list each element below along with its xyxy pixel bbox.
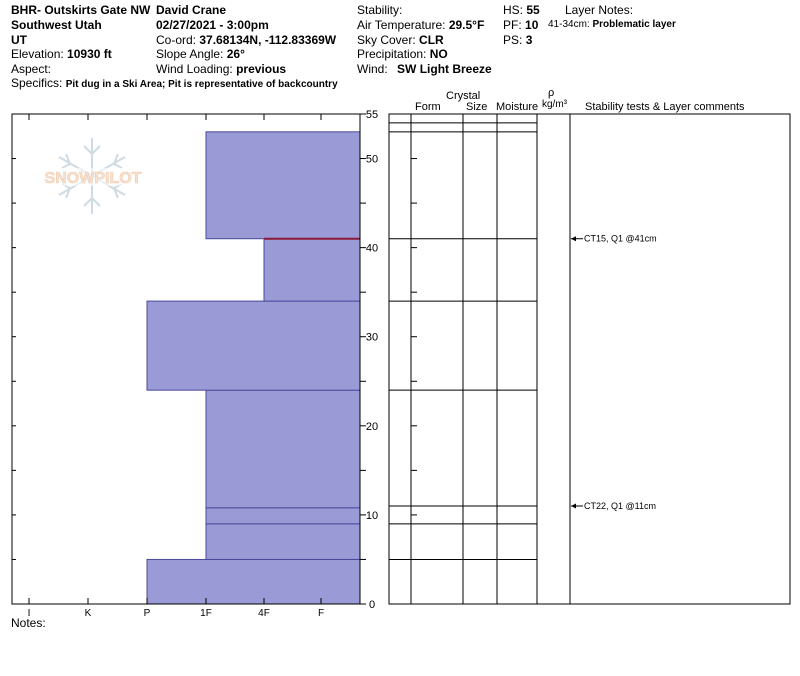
hardness-bar [264, 239, 360, 301]
y-tick-label: 20 [365, 420, 379, 433]
pf-label: PF: [503, 18, 522, 32]
hardness-bar [206, 508, 360, 524]
y-tick-label: 55 [365, 109, 379, 121]
coord-label: Co-ord: [156, 33, 197, 47]
hs-value: 55 [526, 3, 540, 17]
x-tick-label: 4F [258, 608, 270, 619]
y-tick-label: 50 [365, 153, 379, 166]
notes-label: Notes: [11, 616, 46, 630]
aspect-label: Aspect: [11, 62, 52, 76]
sky-value: CLR [419, 33, 444, 47]
wind-label: Wind: [357, 62, 388, 76]
slope-value: 26° [226, 47, 245, 61]
col-crystal: Crystal [446, 90, 481, 102]
pit-region: Southwest Utah [11, 18, 102, 32]
coord-value: 37.68134N, -112.83369W [199, 33, 337, 47]
slope-label: Slope Angle: [156, 47, 224, 61]
stability-arrow-head [571, 236, 576, 241]
x-tick-label: F [317, 608, 325, 619]
layer-table-frame [389, 114, 790, 604]
y-tick-label: 30 [365, 331, 379, 344]
hardness-bar [147, 559, 360, 604]
layer-note-range: 41-34cm: [548, 19, 590, 30]
hardness-bar [147, 301, 360, 390]
layer-note-text: Problematic layer [592, 19, 676, 30]
observer: David Crane [156, 3, 227, 17]
pf-value: 10 [525, 18, 539, 32]
stability-label: Stability: [357, 3, 403, 17]
hs-label: HS: [503, 3, 524, 17]
sky-label: Sky Cover: [357, 33, 416, 47]
hardness-bar [206, 524, 360, 560]
air-temp-value: 29.5°F [448, 18, 485, 32]
wind-loading-value: previous [236, 62, 287, 76]
x-tick-label: P [143, 608, 151, 619]
specifics-label: Specifics: [11, 76, 63, 90]
wind-loading-label: Wind Loading: [156, 62, 233, 76]
ps-label: PS: [503, 33, 523, 47]
col-form: Form [415, 101, 441, 113]
y-tick-label: 40 [365, 242, 379, 255]
layer-notes-label: Layer Notes: [565, 3, 634, 17]
logo-text: SNOWPILOT [44, 170, 142, 187]
elevation-label: Elevation: [11, 47, 64, 61]
stability-arrow-head [571, 504, 576, 509]
elevation-value: 10930 ft [67, 47, 112, 61]
y-tick-label: 0 [368, 599, 376, 611]
ps-value: 3 [525, 33, 533, 47]
col-density-unit: kg/m³ [542, 99, 567, 110]
x-tick-label: I [27, 608, 31, 619]
col-moisture: Moisture [496, 101, 539, 113]
col-rho: ρ [548, 87, 555, 99]
stability-test-label: CT22, Q1 @11cm [584, 501, 656, 511]
precip-value: NO [429, 47, 448, 61]
x-tick-label: K [84, 608, 92, 619]
col-size: Size [466, 101, 488, 113]
wind-value: SW Light Breeze [397, 62, 492, 76]
air-temp-label: Air Temperature: [357, 18, 446, 32]
hardness-bar [206, 390, 360, 508]
datetime: 02/27/2021 - 3:00pm [156, 18, 269, 32]
pit-location: BHR- Outskirts Gate NW [11, 3, 151, 17]
pit-state: UT [11, 33, 27, 47]
stability-test-label: CT15, Q1 @41cm [584, 233, 657, 244]
hardness-bar [206, 132, 360, 239]
snowpilot-logo [32, 138, 154, 214]
col-stability: Stability tests & Layer comments [585, 101, 745, 113]
specifics-value: Pit dug in a Ski Area; Pit is representative of backcountry [65, 79, 338, 90]
x-tick-label: 1F [200, 608, 212, 619]
precip-label: Precipitation: [357, 47, 427, 61]
y-tick-label: 10 [365, 509, 379, 522]
